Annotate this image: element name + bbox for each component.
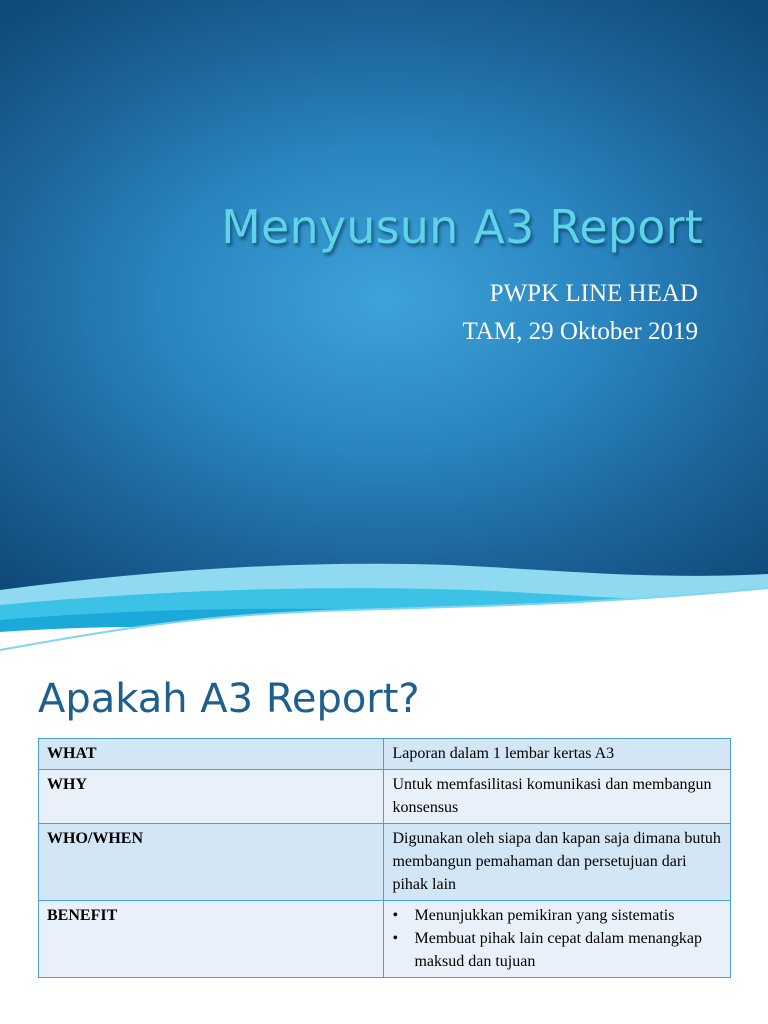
row-value: Digunakan oleh siapa dan kapan saja dimana butuh membangun pemahaman dan persetujuan dari pihak lain — [384, 824, 731, 901]
bullet-icon: • — [392, 930, 399, 947]
content-slide — [0, 662, 768, 1024]
row-key: WHO/WHEN — [39, 824, 384, 901]
table-row — [39, 824, 731, 901]
slide-heading: Apakah A3 Report? — [38, 676, 420, 722]
table-row — [39, 739, 731, 770]
row-key: BENEFIT — [39, 901, 384, 978]
table-row — [39, 770, 731, 824]
benefit-list — [392, 904, 722, 973]
row-key: WHAT — [39, 739, 384, 770]
row-value: Laporan dalam 1 lembar kertas A3 — [384, 739, 731, 770]
row-key: WHY — [39, 770, 384, 824]
table-row — [39, 901, 731, 978]
list-item — [392, 927, 722, 973]
slide-title: Menyusun A3 Report — [221, 200, 703, 254]
wave-decoration — [0, 560, 768, 662]
list-item — [392, 904, 722, 927]
slide-subtitle-presenter: PWPK LINE HEAD — [489, 280, 698, 307]
slide-subtitle-date: TAM, 29 Oktober 2019 — [462, 318, 698, 345]
benefit-text: Membuat pihak lain cepat dalam menangkap maksud dan tujuan — [414, 930, 702, 970]
row-value-bullets — [384, 901, 731, 978]
bullet-icon: • — [392, 907, 399, 924]
row-value: Untuk memfasilitasi komunikasi dan membangun konsensus — [384, 770, 731, 824]
a3-definition-table — [38, 738, 731, 978]
benefit-text: Menunjukkan pemikiran yang sistematis — [414, 907, 675, 924]
